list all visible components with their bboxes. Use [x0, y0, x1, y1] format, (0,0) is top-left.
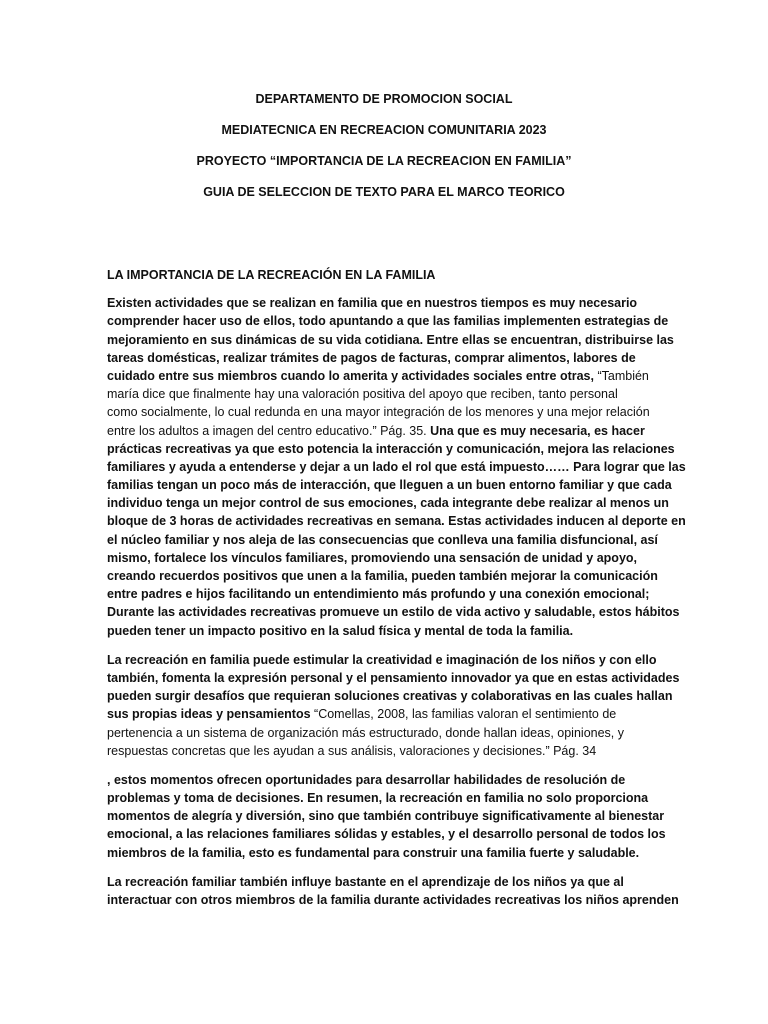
- header-department: DEPARTAMENTO DE PROMOCION SOCIAL: [255, 92, 513, 106]
- bold-text: pueden surgir desafíos que requieran soluciones creativas y colaborativas en las cuales hallan: [107, 689, 673, 704]
- text-line: [107, 385, 660, 403]
- text-line: [107, 687, 673, 705]
- bold-text: interactuar con otros miembros de la familia durante actividades recreativas los niños aprenden: [107, 893, 679, 908]
- text-line: [107, 873, 660, 891]
- quoted-citation-text: “También: [597, 368, 649, 383]
- text-line: [107, 458, 686, 476]
- bold-text: entre padres e hijos facilitando un entendimiento más profundo y una conexión emocional;: [107, 587, 650, 602]
- quoted-citation-text: respuestas concretas que les ayudan a sus análisis, valoraciones y decisiones.” Pág. 34: [107, 743, 597, 758]
- bold-text: familiares y ayuda a entenderse y dejar a un lado el rol que está impuesto…… Para lograr que las: [107, 459, 686, 474]
- text-line: [107, 622, 660, 640]
- text-line: [107, 567, 660, 585]
- bold-text: miembros de la familia, esto es fundamental para construir una familia fuerte y saludable.: [107, 845, 640, 860]
- text-line: [107, 422, 660, 440]
- text-line: [107, 742, 660, 760]
- text-line: [107, 789, 660, 807]
- quoted-citation-text: pertenencia a un sistema de organización más estructurado, donde hallan ideas, opiniones, y: [107, 725, 624, 740]
- bold-text: pueden tener un impacto positivo en la salud física y mental de toda la familia.: [107, 623, 574, 638]
- text-line: [107, 771, 660, 789]
- bold-text: cuidado entre sus miembros cuando lo amerita y actividades sociales entre otras,: [107, 368, 598, 383]
- header-guide: GUIA DE SELECCION DE TEXTO PARA EL MARCO TEORICO: [203, 185, 565, 199]
- text-line: [107, 403, 660, 421]
- document-body: [107, 266, 686, 920]
- text-line: [107, 807, 665, 825]
- bold-text: tareas domésticas, realizar trámites de pagos de facturas, comprar alimentos, labores de: [107, 350, 636, 365]
- paragraph: [107, 771, 666, 862]
- paragraph: [107, 873, 679, 909]
- paragraph-list: [107, 294, 686, 909]
- bold-text: mismo, fortalece los vínculos familiares, promoviendo una sensación de unidad y apoyo,: [107, 550, 637, 565]
- bold-text: bloque de 3 horas de actividades recreativas en semana. Estas actividades inducen al deporte en: [107, 514, 686, 529]
- text-line: [107, 891, 679, 909]
- bold-text: emocional, a las relaciones familiares sólidas y estables, y el desarrollo personal de todos los: [107, 827, 666, 842]
- quoted-citation-text: entre los adultos a imagen del centro educativo.” Pág. 35.: [107, 423, 431, 438]
- bold-text: momentos de alegría y diversión, sino que también contribuye significativamente al bienestar: [107, 809, 665, 824]
- bold-text: problemas y toma de decisiones. En resumen, la recreación en familia no solo proporciona: [107, 791, 649, 806]
- bold-text: el núcleo familiar y nos aleja de las consecuencias que conlleva una familia disfuncional, así: [107, 532, 658, 547]
- section-title: LA IMPORTANCIA DE LA RECREACIÓN EN LA FAMILIA: [107, 268, 436, 282]
- text-line: [107, 603, 680, 621]
- text-line: [107, 585, 660, 603]
- text-line: [107, 825, 666, 843]
- quoted-citation-text: como socialmente, lo cual redunda en una mayor integración de los menores y una mejor relación: [107, 405, 650, 420]
- bold-text: La recreación familiar también influye bastante en el aprendizaje de los niños ya que al: [107, 874, 624, 889]
- text-line: [107, 512, 686, 530]
- bold-text: Existen actividades que se realizan en familia que en nuestros tiempos es muy necesario: [107, 296, 638, 311]
- text-line: [107, 349, 660, 367]
- bold-text: individuo tenga un mejor control de sus emociones, cada integrante debe realizar al menos un: [107, 496, 669, 511]
- bold-text: Durante las actividades recreativas promueve un estilo de vida activo y saludable, estos hábitos: [107, 605, 680, 620]
- text-line: [107, 476, 672, 494]
- text-line: [107, 724, 660, 742]
- text-line: [107, 669, 680, 687]
- text-line: [107, 531, 660, 549]
- text-line: [107, 705, 660, 723]
- bold-text: sus propias ideas y pensamientos: [107, 707, 315, 722]
- bold-text: comprender hacer uso de ellos, todo apuntando a que las familias implementen estrategias de: [107, 314, 669, 329]
- text-line: [107, 331, 674, 349]
- text-line: [107, 312, 669, 330]
- bold-text: creando recuerdos positivos que unen a la familia, pueden también mejorar la comunicación: [107, 569, 658, 584]
- bold-text: mejoramiento en sus dinámicas de su vida cotidiana. Entre ellas se encuentran, distribuirse las: [107, 332, 674, 347]
- text-line: [107, 367, 660, 385]
- bold-text: La recreación en familia puede estimular la creatividad e imaginación de los niños y con ello: [107, 652, 657, 667]
- bold-text: prácticas recreativas ya que esto potencia la interacción y comunicación, mejora las relaciones: [107, 441, 675, 456]
- header-program: MEDIATECNICA EN RECREACION COMUNITARIA 2023: [221, 123, 547, 137]
- bold-text: también, fomenta la expresión personal y el pensamiento innovador ya que en estas actividades: [107, 670, 680, 685]
- header-project: PROYECTO “IMPORTANCIA DE LA RECREACION EN FAMILIA”: [196, 154, 572, 168]
- bold-text: , estos momentos ofrecen oportunidades para desarrollar habilidades de resolución de: [107, 772, 626, 787]
- bold-text: Una que es muy necesaria, es hacer: [430, 423, 645, 438]
- quoted-citation-text: “Comellas, 2008, las familias valoran el sentimiento de: [314, 707, 617, 722]
- text-line: [107, 494, 669, 512]
- text-line: [107, 549, 660, 567]
- paragraph: [107, 651, 680, 760]
- text-line: [107, 844, 660, 862]
- text-line: [107, 440, 675, 458]
- text-line: [107, 294, 660, 312]
- quoted-citation-text: maría dice que finalmente hay una valoración positiva del apoyo que reciben, tanto personal: [107, 387, 618, 402]
- bold-text: familias tengan un poco más de interacción, que lleguen a un buen entorno familiar y que cada: [107, 478, 672, 493]
- text-line: [107, 651, 660, 669]
- document-header: [0, 92, 768, 216]
- paragraph: [107, 294, 686, 640]
